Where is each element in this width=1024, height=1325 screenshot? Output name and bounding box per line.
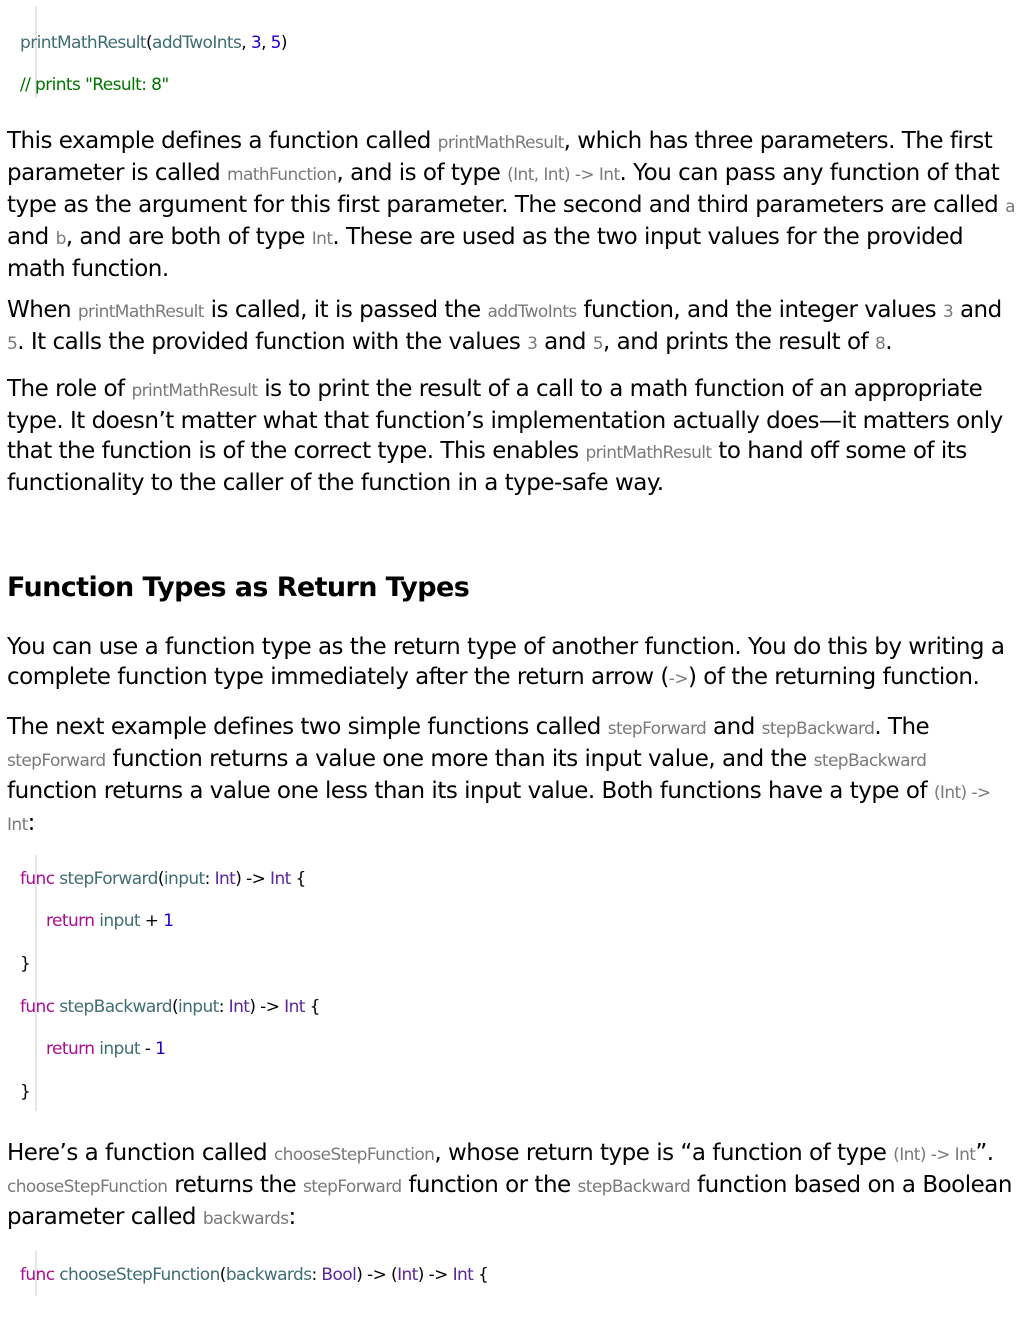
code-function-name: stepForward: [59, 869, 158, 889]
code-punct: }: [20, 954, 31, 974]
code-variable: input: [99, 911, 140, 931]
code-type: Int: [452, 1265, 474, 1285]
text: . The: [874, 714, 930, 740]
inline-code: printMathResult: [131, 381, 258, 401]
text: :: [288, 1204, 296, 1230]
text: This example defines a function called: [7, 128, 438, 154]
text: , whose return type is “a function of type: [434, 1140, 894, 1166]
code-keyword: func: [20, 1265, 55, 1285]
code-line: [20, 995, 320, 1019]
text: ) of the returning function.: [687, 664, 980, 690]
inline-code: 5: [592, 334, 603, 354]
code-type: Int: [214, 869, 236, 889]
inline-code: a: [1005, 197, 1015, 217]
code-punct: ) ->: [249, 997, 285, 1017]
code-param: input: [163, 869, 205, 889]
inline-code: printMathResult: [437, 133, 564, 153]
code-punct: ): [280, 33, 287, 53]
code-block-step-functions: [20, 855, 320, 1111]
text: . You can pass any function of that type as the argument for this first parameter. The second and third parameters are called: [7, 160, 1006, 218]
inline-code: stepForward: [607, 719, 707, 739]
code-punct: ) ->: [417, 1265, 453, 1285]
code-argument: addTwoInts: [152, 33, 242, 53]
paragraph-step-functions: [7, 712, 1019, 840]
text: and: [7, 224, 56, 250]
code-punct: }: [20, 1082, 31, 1102]
text: returns the: [167, 1172, 303, 1198]
inline-code: 3: [527, 334, 538, 354]
code-operator: -: [139, 1039, 156, 1059]
code-operator: +: [139, 911, 164, 931]
inline-code: stepForward: [7, 751, 106, 771]
inline-code: chooseStepFunction: [7, 1177, 168, 1197]
code-block-print-math-result: [20, 6, 287, 98]
code-punct: {: [290, 869, 306, 889]
text: and: [706, 714, 762, 740]
code-function-name: stepBackward: [59, 997, 172, 1017]
inline-code: printMathResult: [585, 443, 712, 463]
inline-code: 8: [874, 334, 886, 354]
code-line: [20, 867, 306, 891]
text: You can use a function type as the return type of another function. You do this by writing a complete function type immediately after the return arrow (: [7, 634, 1005, 690]
code-line: [20, 31, 287, 55]
code-punct: :: [311, 1265, 322, 1285]
inline-code: b: [55, 229, 66, 249]
inline-code: ->: [668, 669, 688, 689]
code-punct: (: [219, 1265, 226, 1285]
code-type: Bool: [321, 1265, 357, 1285]
code-punct: :: [218, 997, 229, 1017]
code-punct: (: [146, 33, 153, 53]
code-punct: (: [157, 869, 164, 889]
code-type: Int: [397, 1265, 418, 1285]
code-type: Int: [270, 869, 291, 889]
text: function based on a Boolean parameter called: [7, 1172, 1012, 1230]
code-punct: :: [204, 869, 215, 889]
text: , and is of type: [336, 160, 508, 186]
code-keyword: return: [46, 911, 95, 931]
text: ”.: [975, 1140, 994, 1166]
code-line: [46, 1037, 165, 1061]
code-param: backwards: [225, 1265, 312, 1285]
section-heading: Function Types as Return Types: [7, 572, 470, 603]
code-line: [20, 1263, 488, 1287]
paragraph-choose-step-function: [7, 1138, 1019, 1234]
text: When: [7, 297, 78, 323]
code-type: Int: [228, 997, 250, 1017]
paragraph-role-description: [7, 374, 1019, 498]
text: . These are used as the two input values for the provided math function.: [7, 224, 964, 282]
code-number: 3: [250, 33, 262, 53]
text: , which has three parameters. The first parameter is called: [7, 128, 993, 186]
text: and: [537, 329, 593, 355]
text: Here’s a function called: [7, 1140, 274, 1166]
inline-code: Int: [311, 229, 333, 249]
inline-code: (Int) -> Int: [7, 783, 991, 835]
text: is called, it is passed the: [203, 297, 488, 323]
inline-code: chooseStepFunction: [273, 1145, 435, 1165]
inline-code: mathFunction: [227, 165, 337, 185]
code-variable: input: [99, 1039, 140, 1059]
code-punct: {: [473, 1265, 489, 1285]
text: and: [953, 297, 1002, 323]
code-punct: ) ->: [235, 869, 271, 889]
code-punct: ,: [241, 33, 251, 53]
code-keyword: func: [20, 869, 55, 889]
code-type: Int: [284, 997, 305, 1017]
inline-code: 5: [7, 334, 18, 354]
text: function, and the integer values: [576, 297, 943, 323]
code-comment: // prints "Result: 8": [20, 75, 169, 95]
code-line: [46, 909, 173, 933]
inline-code: stepBackward: [577, 1177, 691, 1197]
inline-code: stepBackward: [813, 751, 927, 771]
code-param: input: [178, 997, 219, 1017]
text: :: [27, 810, 35, 836]
inline-code: stepBackward: [761, 719, 875, 739]
text: to hand off some of its functionality to the caller of the function in a type-safe way.: [7, 438, 967, 496]
inline-code: (Int) -> Int: [893, 1145, 976, 1165]
code-keyword: return: [46, 1039, 95, 1059]
paragraph-return-types-intro: [7, 632, 1019, 694]
text: .: [885, 329, 892, 355]
text: , and prints the result of: [603, 329, 875, 355]
text: The next example defines two simple functions called: [7, 714, 608, 740]
paragraph-print-math-result-description: [7, 126, 1019, 284]
text: function or the: [401, 1172, 578, 1198]
text: , and are both of type: [65, 224, 312, 250]
code-number: 1: [163, 911, 174, 931]
code-function-name: chooseStepFunction: [59, 1265, 220, 1285]
inline-code: 3: [942, 302, 954, 322]
inline-code: stepForward: [302, 1177, 402, 1197]
code-block-choose-step-function: [20, 1251, 489, 1296]
text: is to print the result of a call to a math function of an appropriate type. It doesn’t matter what that function’s implementation actually does—it matters only that the function is of the correct type. This enables: [7, 376, 1003, 464]
code-line: [20, 1080, 30, 1104]
text: function returns a value one less than its input value. Both functions have a type of: [7, 778, 934, 804]
text: . It calls the provided function with the values: [17, 329, 528, 355]
code-number: 1: [155, 1039, 166, 1059]
inline-code: addTwoInts: [487, 302, 577, 322]
text: function returns a value one more than its input value, and the: [105, 746, 814, 772]
code-punct: ,: [261, 33, 271, 53]
code-punct: ) -> (: [356, 1265, 398, 1285]
code-line: [20, 73, 169, 97]
inline-code: backwards: [202, 1209, 289, 1229]
code-punct: {: [304, 997, 320, 1017]
code-keyword: func: [20, 997, 55, 1017]
code-punct: (: [171, 997, 178, 1017]
inline-code: (Int, Int) -> Int: [507, 165, 620, 185]
code-number: 5: [270, 33, 281, 53]
text: The role of: [7, 376, 132, 402]
code-line: [20, 952, 30, 976]
code-function-name: printMathResult: [20, 33, 146, 53]
paragraph-call-description: [7, 295, 1019, 359]
inline-code: printMathResult: [77, 302, 204, 322]
